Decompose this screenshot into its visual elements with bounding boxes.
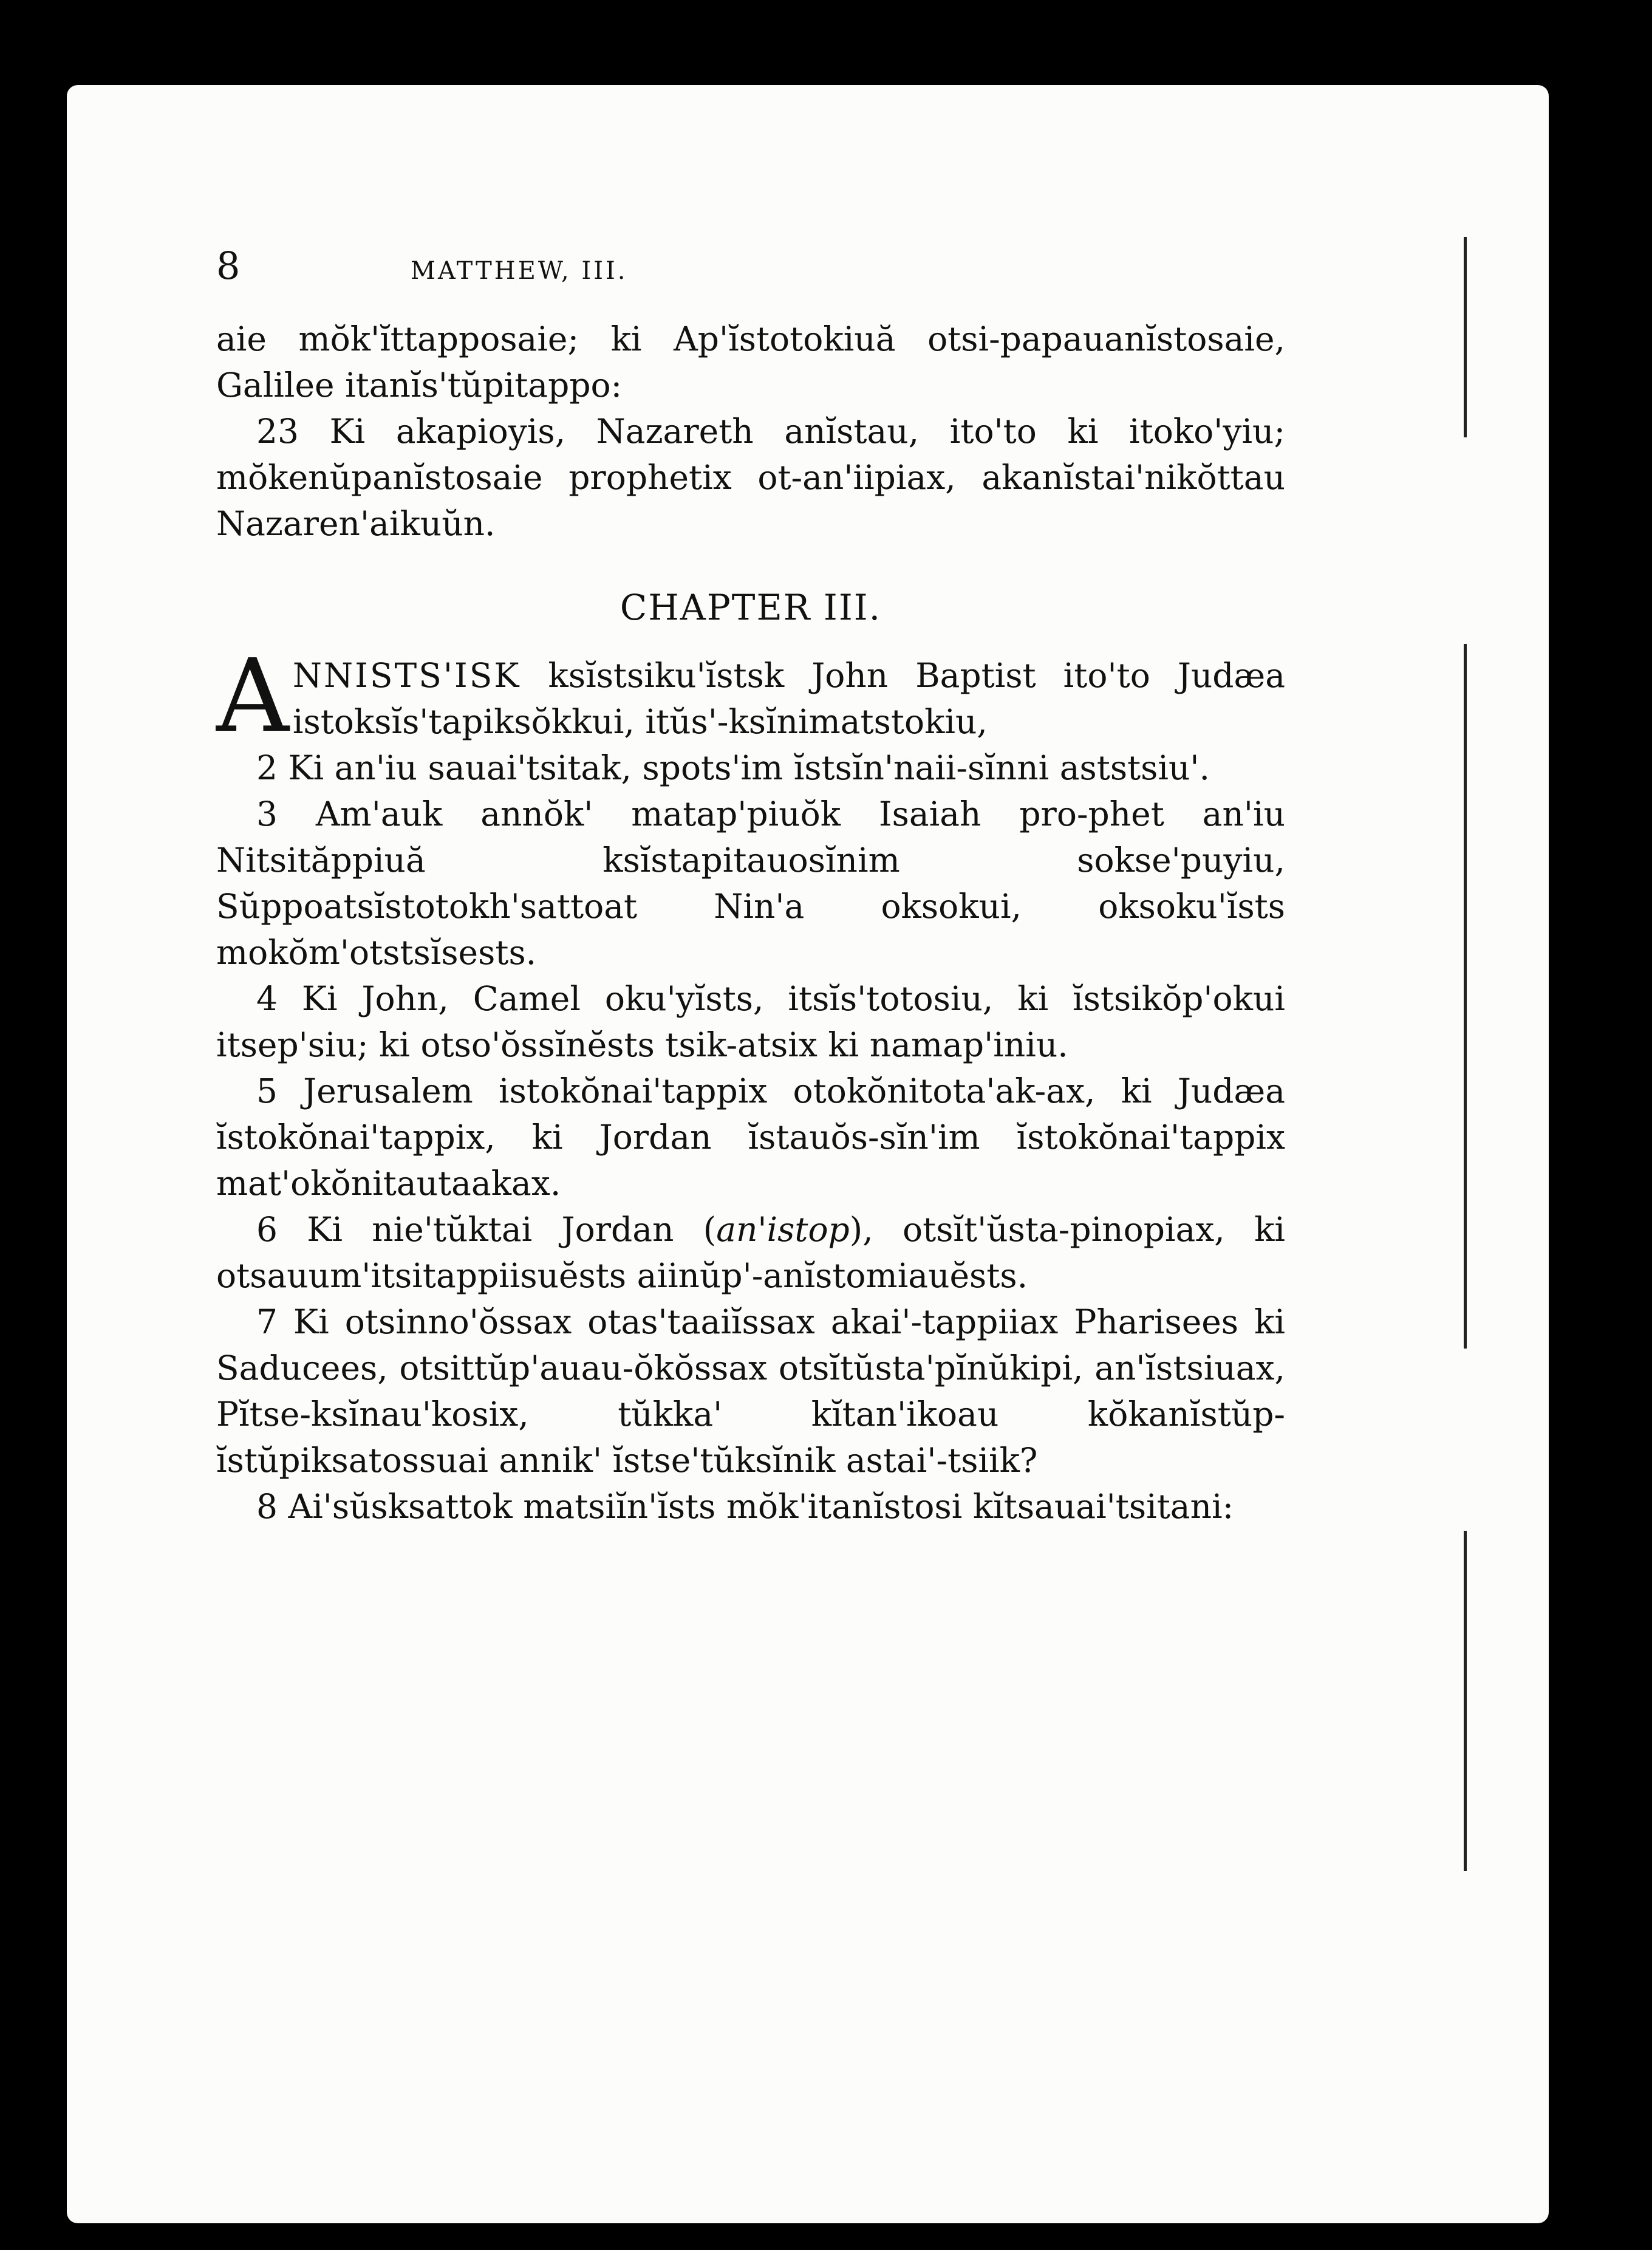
opening-word: NNISTS'ISK <box>292 656 521 695</box>
verse-4: 4 Ki John, Camel oku'yĭsts, itsĭs'totosiu, ki ĭstsikŏp'okui itsep'siu; ki otso'ŏssĭnĕsts tsik-atsix ki namap'iniu. <box>216 979 1285 1064</box>
page-text <box>216 243 1285 1530</box>
previous-chapter-continuation: aie mŏk'ĭttapposaie; ki Ap'ĭstotokiuă otsi-papauanĭstosaie, Galilee itanĭs'tŭpitappo: <box>216 320 1285 405</box>
verse-1-text: ksĭstsiku'ĭstsk John Baptist ito'to Judæa istoksĭs'tapiksŏkkui, itŭs'-ksĭnimatstokiu, <box>292 656 1285 741</box>
drop-cap: A <box>216 638 289 755</box>
page-edge-shadow <box>1464 644 1467 1349</box>
verse-8: 8 Ai'sŭsksattok matsiĭn'ĭsts mŏk'itanĭstosi kĭtsauai'tsitani: <box>256 1487 1234 1526</box>
page-number: 8 <box>216 244 241 288</box>
verse-6-text-end: ), otsĭt'ŭsta-pinopiax, ki otsauum'itsitappiisuĕsts aiinŭp'-anĭstomiauĕsts. <box>216 1210 1286 1295</box>
verse-2: 2 Ki an'iu sauai'tsitak, spots'im ĭstsĭn'naii-sĭnni aststsiu'. <box>256 748 1210 787</box>
running-head: MATTHEW, III. <box>411 257 628 285</box>
verse-1 <box>216 638 1285 755</box>
verse-5: 5 Jerusalem istokŏnai'tappix otokŏnitota'ak-ax, ki Judæa ĭstokŏnai'tappix, ki Jordan ĭstauŏs-sĭn'im ĭstokŏnai'tappix mat'okŏnitautaakax. <box>216 1072 1285 1203</box>
verse-6-text-start: 6 Ki nie'tŭktai Jordan ( <box>256 1210 717 1249</box>
chapter-heading: CHAPTER III. <box>620 587 882 628</box>
page-edge-shadow <box>1464 1531 1467 1871</box>
verse-6-italic-gloss: an'istop <box>716 1210 850 1249</box>
verse-3: 3 Am'auk annŏk' matap'piuŏk Isaiah pro-phet an'iu Nitsităppiuă ksĭstapitauosĭnim sokse'puyiu, Sŭppoatsĭstotokh'sattoat Nin'a oksokui, oksoku'ĭsts mokŏm'otstsĭsests. <box>216 795 1285 972</box>
verse-23: 23 Ki akapioyis, Nazareth anĭstau, ito'to ki itoko'yiu; mŏkenŭpanĭstosaie prophetix ot-an'iipiax, akanĭstai'nikŏttau Nazaren'aikuŭn. <box>216 412 1285 543</box>
page-edge-shadow <box>1464 237 1467 437</box>
verse-6 <box>216 1206 1285 1299</box>
page-header <box>216 243 1285 310</box>
verse-7: 7 Ki otsinno'ŏssax otas'taaiĭssax akai'-tappiiax Pharisees ki Saducees, otsittŭp'auau-ŏkŏssax otsĭtŭsta'pĭnŭkipi, an'ĭstsiuax, Pĭtse-ksĭnau'kosix, tŭkka' kĭtan'ikoau kŏkanĭstŭp-ĭstŭpiksatossuai annik' ĭstse'tŭksĭnik astai'-tsiik? <box>216 1302 1285 1480</box>
